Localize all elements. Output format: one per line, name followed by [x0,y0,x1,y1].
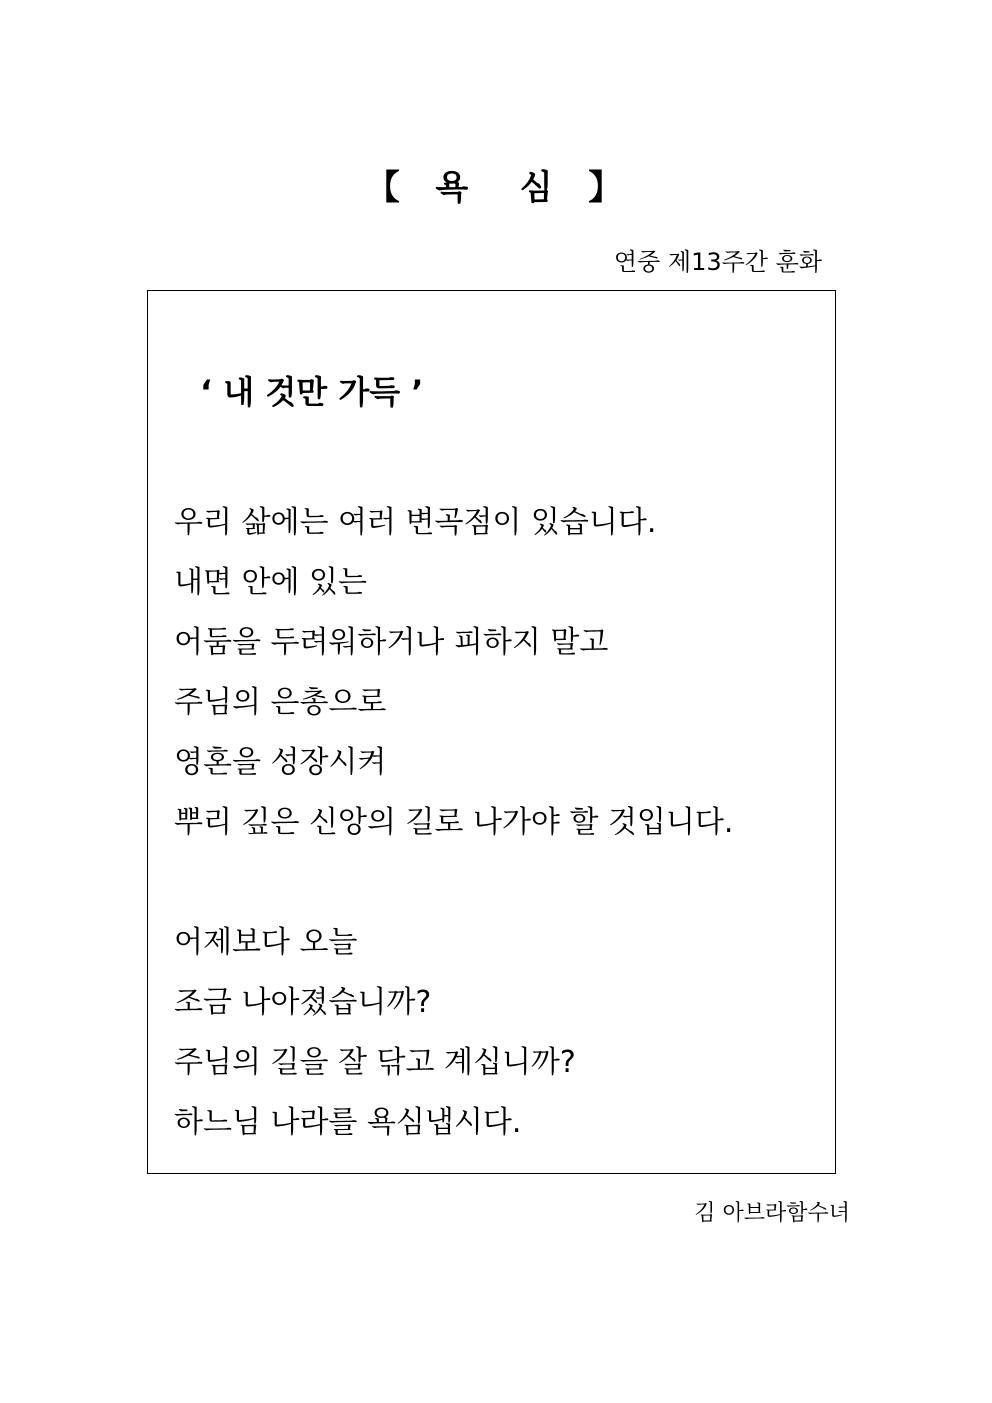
author-signature: 김 아브라함수녀 [694,1201,850,1226]
stanza1-line-2: 내면 안에 있는 [174,565,367,600]
stanza1-line-6: 뿌리 깊은 신앙의 길로 나가야 할 것입니다. [174,805,734,840]
document-title: 【 욕 심 】 [365,168,627,208]
stanza1-line-1: 우리 삶에는 여러 변곡점이 있습니다. [174,505,657,540]
stanza2-line-3: 주님의 길을 잘 닦고 계십니까? [174,1045,576,1080]
box-heading: ‘ 내 것만 가득 ’ [200,373,424,411]
stanza1-line-3: 어둠을 두려워하거나 피하지 말고 [174,625,609,660]
stanza2-line-4: 하느님 나라를 욕심냅시다. [174,1105,522,1140]
stanza1-line-4: 주님의 은총으로 [174,685,387,720]
stanza2-line-1: 어제보다 오늘 [174,925,358,960]
stanza1-line-5: 영혼을 성장시켜 [174,745,387,780]
stanza2-line-2: 조금 나아졌습니까? [174,985,432,1020]
content-box [147,290,836,1174]
document-subtitle: 연중 제13주간 훈화 [613,248,822,276]
